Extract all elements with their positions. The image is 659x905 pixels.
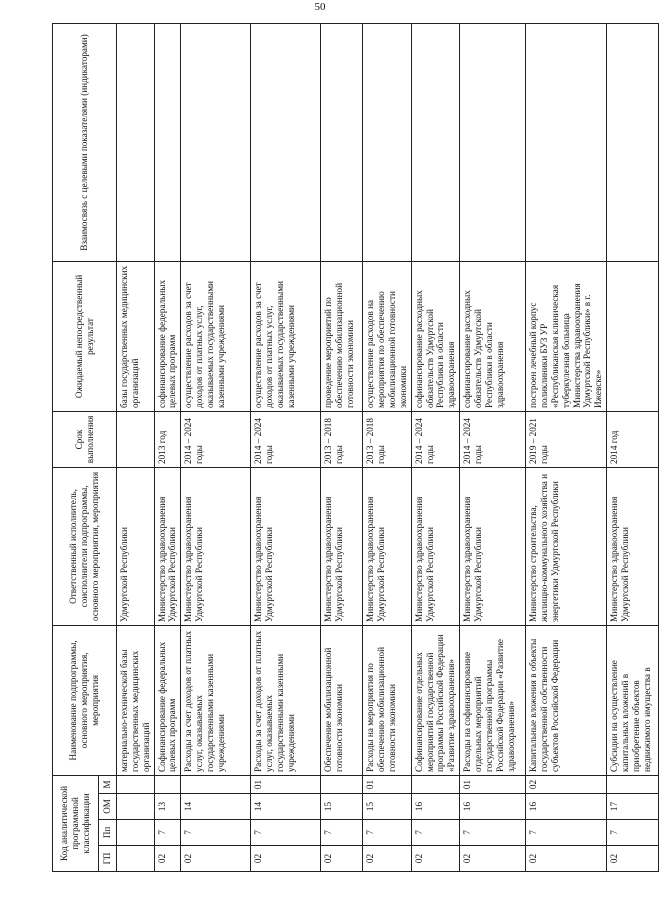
cell-link [251, 23, 321, 261]
cell-m: 01 [363, 775, 411, 793]
cell-term: 2019 – 2021 годы [526, 411, 607, 467]
cell-gp: 02 [460, 846, 526, 872]
rotated-page [52, 24, 652, 872]
cell-result: осуществление расходов за счет доходов от платных услуг, оказываемых государственными казенными учреждениями [251, 261, 321, 411]
cell-gp: 02 [251, 846, 321, 872]
cell-link [607, 23, 659, 261]
header-executor: Ответственный исполнитель, соисполнители подпрограммы, основного мероприятия, мероприятия [53, 467, 117, 625]
cell-result: софинансирование федеральных целевых программ [154, 261, 181, 411]
cell-pp: 7 [607, 820, 659, 846]
header-code-group: Код аналитической программной классификации [53, 775, 99, 871]
cell-om: 14 [181, 794, 251, 820]
cell-link [154, 23, 181, 261]
table-row [154, 23, 181, 871]
page-number: 50 [314, 1, 326, 13]
cell-name: Капитальные вложения в объекты государственной собственности субъектов Российской Федерации [526, 625, 607, 775]
cell-result: построен лечебный корпус поликлиники БУЗ УР «Республиканская клиническая туберкулезная больница Министерства здравоохранения Удмуртской Республики» в г. Ижевске» [526, 261, 607, 411]
cell-executor: Министерство здравоохранения Удмуртской Республики [411, 467, 459, 625]
cell-link [181, 23, 251, 261]
cell-m [154, 775, 181, 793]
cell-gp: 02 [154, 846, 181, 872]
cell-result: софинансирование расходных обязательств Удмуртской Республики в области здравоохранения [411, 261, 459, 411]
cell-executor: Удмуртской Республики [117, 467, 155, 625]
cell-result: осуществление расходов за счет доходов от платных услуг, оказываемых государственными казенными учреждениями [181, 261, 251, 411]
cell-result: софинансирование расходных обязательств Удмуртской Республики в области здравоохранения [460, 261, 526, 411]
cell-name: Расходы на софинансирование отдельных мероприятий государственной программы Российской Федерации «Развитие здравоохранения» [460, 625, 526, 775]
cell-m: 01 [251, 775, 321, 793]
cell-gp [117, 846, 155, 872]
cell-result: проведение мероприятий по обеспечению мобилизационной готовности экономики [321, 261, 363, 411]
cell-om [117, 794, 155, 820]
cell-pp: 7 [154, 820, 181, 846]
cell-om: 16 [526, 794, 607, 820]
cell-name: Расходы за счет доходов от платных услуг, оказываемых государственными казенными учреждениями [251, 625, 321, 775]
cell-executor: Министерство здравоохранения Удмуртской Республики [154, 467, 181, 625]
header-link: Взаимосвязь с целевыми показателями (индикаторами) [53, 23, 117, 261]
table-row [363, 23, 411, 871]
cell-name: материально-технической базы государственных медицинских организаций [117, 625, 155, 775]
table-row [181, 23, 251, 871]
cell-om: 16 [411, 794, 459, 820]
cell-link [363, 23, 411, 261]
cell-result [607, 261, 659, 411]
table-row [607, 23, 659, 871]
cell-executor: Министерство здравоохранения Удмуртской Республики [251, 467, 321, 625]
cell-executor: Министерство здравоохранения Удмуртской Республики [460, 467, 526, 625]
cell-om: 13 [154, 794, 181, 820]
header-pp: Пп [99, 820, 117, 846]
cell-om: 15 [321, 794, 363, 820]
cell-om: 16 [460, 794, 526, 820]
cell-term: 2014 – 2024 годы [460, 411, 526, 467]
cell-link [321, 23, 363, 261]
cell-link [411, 23, 459, 261]
cell-om: 14 [251, 794, 321, 820]
cell-pp: 7 [460, 820, 526, 846]
cell-result: осуществление расходов на мероприятия по обеспечению мобилизационной готовности экономики [363, 261, 411, 411]
table-row [411, 23, 459, 871]
program-table [52, 23, 659, 872]
cell-pp: 7 [363, 820, 411, 846]
cell-m [411, 775, 459, 793]
cell-gp: 02 [607, 846, 659, 872]
cell-name: Софинансирование отдельных мероприятий государственной программы Российской Федерации «Развитие здравоохранения» [411, 625, 459, 775]
cell-result: базы государственных медицинских организаций [117, 261, 155, 411]
table-row [460, 23, 526, 871]
cell-term: 2014 – 2024 годы [251, 411, 321, 467]
cell-executor: Министерство здравоохранения Удмуртской Республики [181, 467, 251, 625]
cell-gp: 02 [321, 846, 363, 872]
cell-term: 2014 – 2024 годы [411, 411, 459, 467]
table-row [117, 23, 155, 871]
cell-pp: 7 [251, 820, 321, 846]
cell-link [460, 23, 526, 261]
header-om: ОМ [99, 794, 117, 820]
cell-name: Субсидии на осуществление капитальных вложений в приобретение объектов недвижимого имущества в [607, 625, 659, 775]
cell-gp: 02 [526, 846, 607, 872]
cell-pp [117, 820, 155, 846]
cell-link [526, 23, 607, 261]
cell-m [181, 775, 251, 793]
cell-executor: Министерство здравоохранения Удмуртской Республики [321, 467, 363, 625]
table-row [321, 23, 363, 871]
cell-term: 2013 год [154, 411, 181, 467]
cell-executor: Министерство здравоохранения Удмуртской Республики [363, 467, 411, 625]
cell-name: Софинансирование федеральных целевых программ [154, 625, 181, 775]
header-name: Наименование подпрограммы, основного мероприятия, мероприятия [53, 625, 117, 775]
cell-term: 2014 год [607, 411, 659, 467]
cell-pp: 7 [526, 820, 607, 846]
header-result: Ожидаемый непосредственный результат [53, 261, 117, 411]
cell-m: 01 [460, 775, 526, 793]
cell-om: 15 [363, 794, 411, 820]
cell-name: Расходы за счет доходов от платных услуг, оказываемых государственными казенными учреждениями [181, 625, 251, 775]
cell-gp: 02 [181, 846, 251, 872]
cell-term: 2013 – 2018 годы [363, 411, 411, 467]
cell-om: 17 [607, 794, 659, 820]
table-row [526, 23, 607, 871]
cell-m [321, 775, 363, 793]
header-m: М [99, 775, 117, 793]
cell-term: 2013 – 2018 годы [321, 411, 363, 467]
cell-link [117, 23, 155, 261]
cell-pp: 7 [321, 820, 363, 846]
cell-term: 2014 – 2024 годы [181, 411, 251, 467]
cell-pp: 7 [181, 820, 251, 846]
header-term: Срок выполнения [53, 411, 117, 467]
header-gp: ГП [99, 846, 117, 872]
cell-m: 02 [526, 775, 607, 793]
cell-m [607, 775, 659, 793]
cell-pp: 7 [411, 820, 459, 846]
cell-gp: 02 [411, 846, 459, 872]
cell-gp: 02 [363, 846, 411, 872]
cell-m [117, 775, 155, 793]
table-row [251, 23, 321, 871]
cell-executor: Министерство здравоохранения Удмуртской Республики [607, 467, 659, 625]
cell-term [117, 411, 155, 467]
cell-name: Обеспечение мобилизационной готовности экономики [321, 625, 363, 775]
cell-executor: Министерство строительства, жилищно-коммунального хозяйства и энергетики Удмуртской Республики [526, 467, 607, 625]
cell-name: Расходы на мероприятия по обеспечению мобилизационной готовности экономики [363, 625, 411, 775]
